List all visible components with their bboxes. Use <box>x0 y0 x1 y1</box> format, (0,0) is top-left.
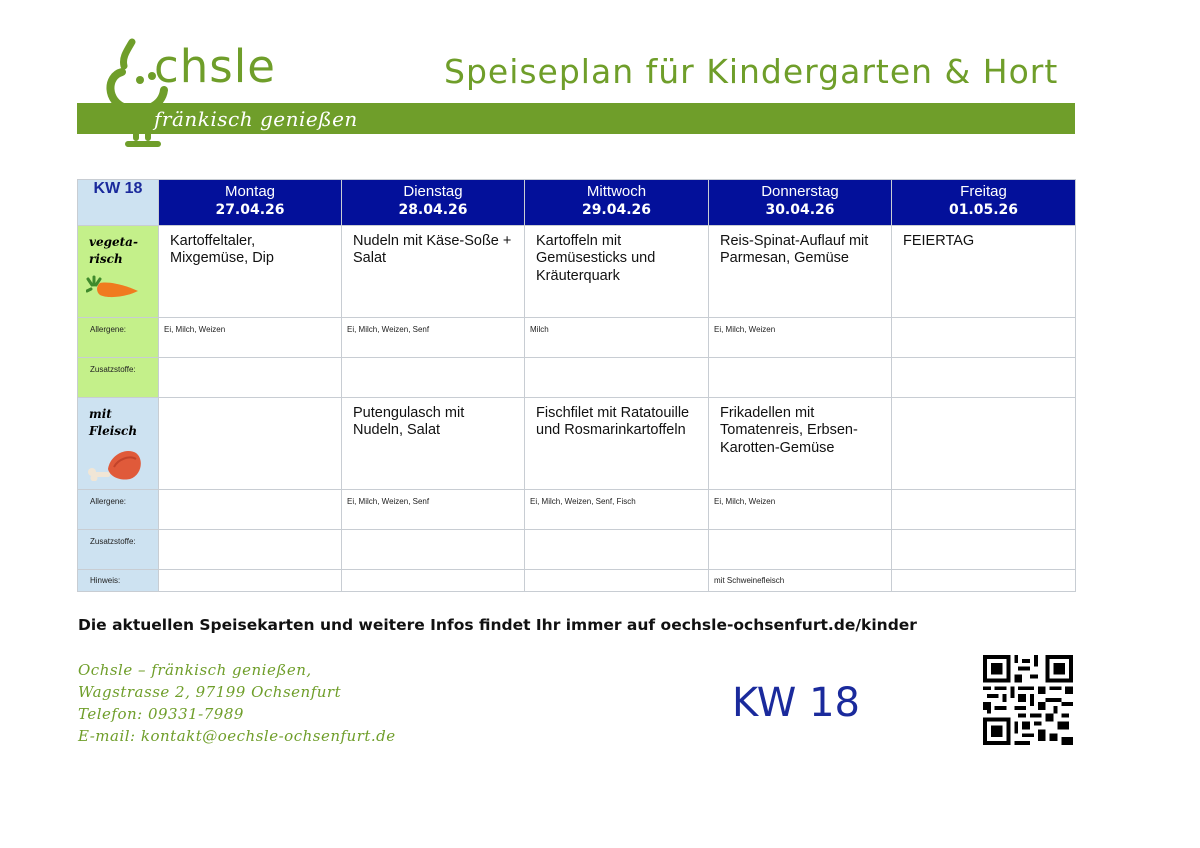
additives-label-cell <box>78 358 159 398</box>
dish-cell <box>159 398 342 490</box>
dish-text: Kartoffeltaler, Mixgemüse, Dip <box>170 233 274 267</box>
vegetarian-allergen-row <box>78 318 1076 358</box>
vegetarian-label-line1: vegeta- <box>89 235 138 249</box>
meat-dish-row <box>78 398 1076 490</box>
additives-cell <box>892 358 1076 398</box>
dish-cell <box>525 398 709 490</box>
day-header-wednesday <box>525 180 709 226</box>
dish-cell <box>709 226 892 318</box>
day-name: Donnerstag <box>761 183 839 200</box>
meat-allergen-row <box>78 490 1076 530</box>
additives-text <box>342 358 524 365</box>
dish-cell <box>892 398 1076 490</box>
meat-label-line2: Fleisch <box>89 424 138 439</box>
allergen-text: Ei, Milch, Weizen, Senf <box>347 325 430 334</box>
allergen-label: Allergene: <box>90 325 127 334</box>
allergen-cell <box>159 490 342 530</box>
day-header-friday <box>892 180 1076 226</box>
notes-label: Hinweis: <box>90 576 121 585</box>
additives-label-cell <box>78 530 159 570</box>
notes-cell <box>342 570 525 592</box>
allergen-text <box>892 490 1075 497</box>
day-date: 01.05.26 <box>948 202 1019 218</box>
allergen-cell <box>342 318 525 358</box>
page-title: Speiseplan für Kindergarten & Hort <box>444 52 1059 91</box>
additives-cell <box>342 530 525 570</box>
logo-wordmark: chsle <box>154 40 276 93</box>
additives-text <box>525 358 708 365</box>
allergen-text: Ei, Milch, Weizen <box>714 497 776 506</box>
allergen-cell <box>525 490 709 530</box>
notes-cell <box>159 570 342 592</box>
additives-cell <box>709 530 892 570</box>
table-header-row <box>78 180 1076 226</box>
additives-text <box>892 530 1075 537</box>
additives-label: Zusatzstoffe: <box>90 365 136 374</box>
additives-text <box>709 358 891 365</box>
dish-text <box>892 398 1075 405</box>
additives-cell <box>342 358 525 398</box>
allergen-text <box>892 318 1075 325</box>
dish-text: Fischfilet mit Ratatouille und Rosmarinkartoffeln <box>536 405 690 439</box>
additives-label: Zusatzstoffe: <box>90 537 136 546</box>
day-date: 29.04.26 <box>581 202 652 218</box>
additives-cell <box>159 530 342 570</box>
notes-cell <box>709 570 892 592</box>
dish-cell <box>525 226 709 318</box>
dish-cell <box>342 226 525 318</box>
day-date: 28.04.26 <box>398 202 468 218</box>
dish-cell <box>342 398 525 490</box>
allergen-cell <box>892 490 1076 530</box>
day-date: 30.04.26 <box>765 202 835 218</box>
notes-cell <box>892 570 1076 592</box>
vegetarian-additives-row <box>78 358 1076 398</box>
notes-text <box>159 570 341 576</box>
additives-cell <box>709 358 892 398</box>
additives-text <box>709 530 891 537</box>
dish-cell <box>892 226 1076 318</box>
dish-cell <box>709 398 892 490</box>
meat-additives-row <box>78 530 1076 570</box>
allergen-text: Ei, Milch, Weizen <box>714 325 776 334</box>
additives-text <box>892 358 1075 365</box>
address-line: Wagstrasse 2, 97199 Ochsenfurt <box>78 683 342 701</box>
carrot-icon <box>86 275 142 303</box>
allergen-text: Ei, Milch, Weizen <box>164 325 226 334</box>
day-name: Dienstag <box>403 183 463 200</box>
allergen-cell <box>525 318 709 358</box>
notes-cell <box>525 570 709 592</box>
notes-text <box>892 570 1075 576</box>
allergen-label-cell <box>78 318 159 358</box>
additives-text <box>525 530 708 537</box>
info-text: Die aktuellen Speisekarten und weitere Infos findet Ihr immer auf oechsle-ochsenfurt.de/kinder <box>78 616 917 634</box>
allergen-cell <box>342 490 525 530</box>
additives-text <box>159 358 341 365</box>
dish-text <box>159 398 341 405</box>
day-name: Freitag <box>960 183 1007 200</box>
ham-icon <box>86 445 146 481</box>
notes-row <box>78 570 1076 592</box>
dish-text: Nudeln mit Käse-Soße + Salat <box>353 233 512 267</box>
allergen-cell <box>892 318 1076 358</box>
meat-category-cell <box>78 398 159 490</box>
dish-text: Reis-Spinat-Auflauf mit Parmesan, Gemüse <box>720 233 869 267</box>
week-badge: KW 18 <box>732 680 860 726</box>
dish-text: Kartoffeln mit Gemüsesticks und Kräuterquark <box>536 233 656 284</box>
additives-text <box>342 530 524 537</box>
address-line: Ochsle – fränkisch genießen, <box>78 661 312 679</box>
vegetarian-category-cell <box>78 226 159 318</box>
allergen-text: Milch <box>530 325 549 334</box>
meat-label-line1: mit <box>89 407 112 421</box>
address-line: Telefon: 09331-7989 <box>78 705 244 723</box>
allergen-text: Ei, Milch, Weizen, Senf <box>347 497 430 506</box>
allergen-label: Allergene: <box>90 497 127 506</box>
day-header-monday <box>159 180 342 226</box>
vegetarian-label-line2: risch <box>89 252 123 267</box>
vegetarian-dish-row <box>78 226 1076 318</box>
day-header-thursday <box>709 180 892 226</box>
allergen-cell <box>709 318 892 358</box>
day-name: Montag <box>224 183 276 200</box>
day-header-tuesday <box>342 180 525 226</box>
additives-cell <box>525 358 709 398</box>
additives-cell <box>525 530 709 570</box>
allergen-label-cell <box>78 490 159 530</box>
logo-tagline: fränkisch genießen <box>154 107 358 131</box>
qr-code-icon <box>982 655 1074 745</box>
notes-text <box>342 570 524 576</box>
notes-text: mit Schweinefleisch <box>714 576 785 585</box>
menu-table <box>77 179 1076 592</box>
day-name: Mittwoch <box>586 183 647 200</box>
contact-address <box>78 659 396 747</box>
dish-text: FEIERTAG <box>903 233 975 249</box>
notes-text <box>525 570 708 576</box>
additives-cell <box>892 530 1076 570</box>
dish-text: Frikadellen mit Tomatenreis, Erbsen-Karotten-Gemüse <box>720 405 858 456</box>
address-line: E-mail: kontakt@oechsle-ochsenfurt.de <box>78 727 396 745</box>
additives-text <box>159 530 341 537</box>
allergen-text: Ei, Milch, Weizen, Senf, Fisch <box>530 497 636 506</box>
notes-label-cell <box>78 570 159 592</box>
week-cell: KW 18 <box>78 180 159 226</box>
allergen-cell <box>709 490 892 530</box>
meat-label <box>78 398 158 441</box>
day-date: 27.04.26 <box>215 202 285 218</box>
allergen-text <box>159 490 341 497</box>
dish-cell <box>159 226 342 318</box>
vegetarian-label <box>78 226 158 269</box>
allergen-cell <box>159 318 342 358</box>
additives-cell <box>159 358 342 398</box>
dish-text: Putengulasch mit Nudeln, Salat <box>353 405 465 439</box>
